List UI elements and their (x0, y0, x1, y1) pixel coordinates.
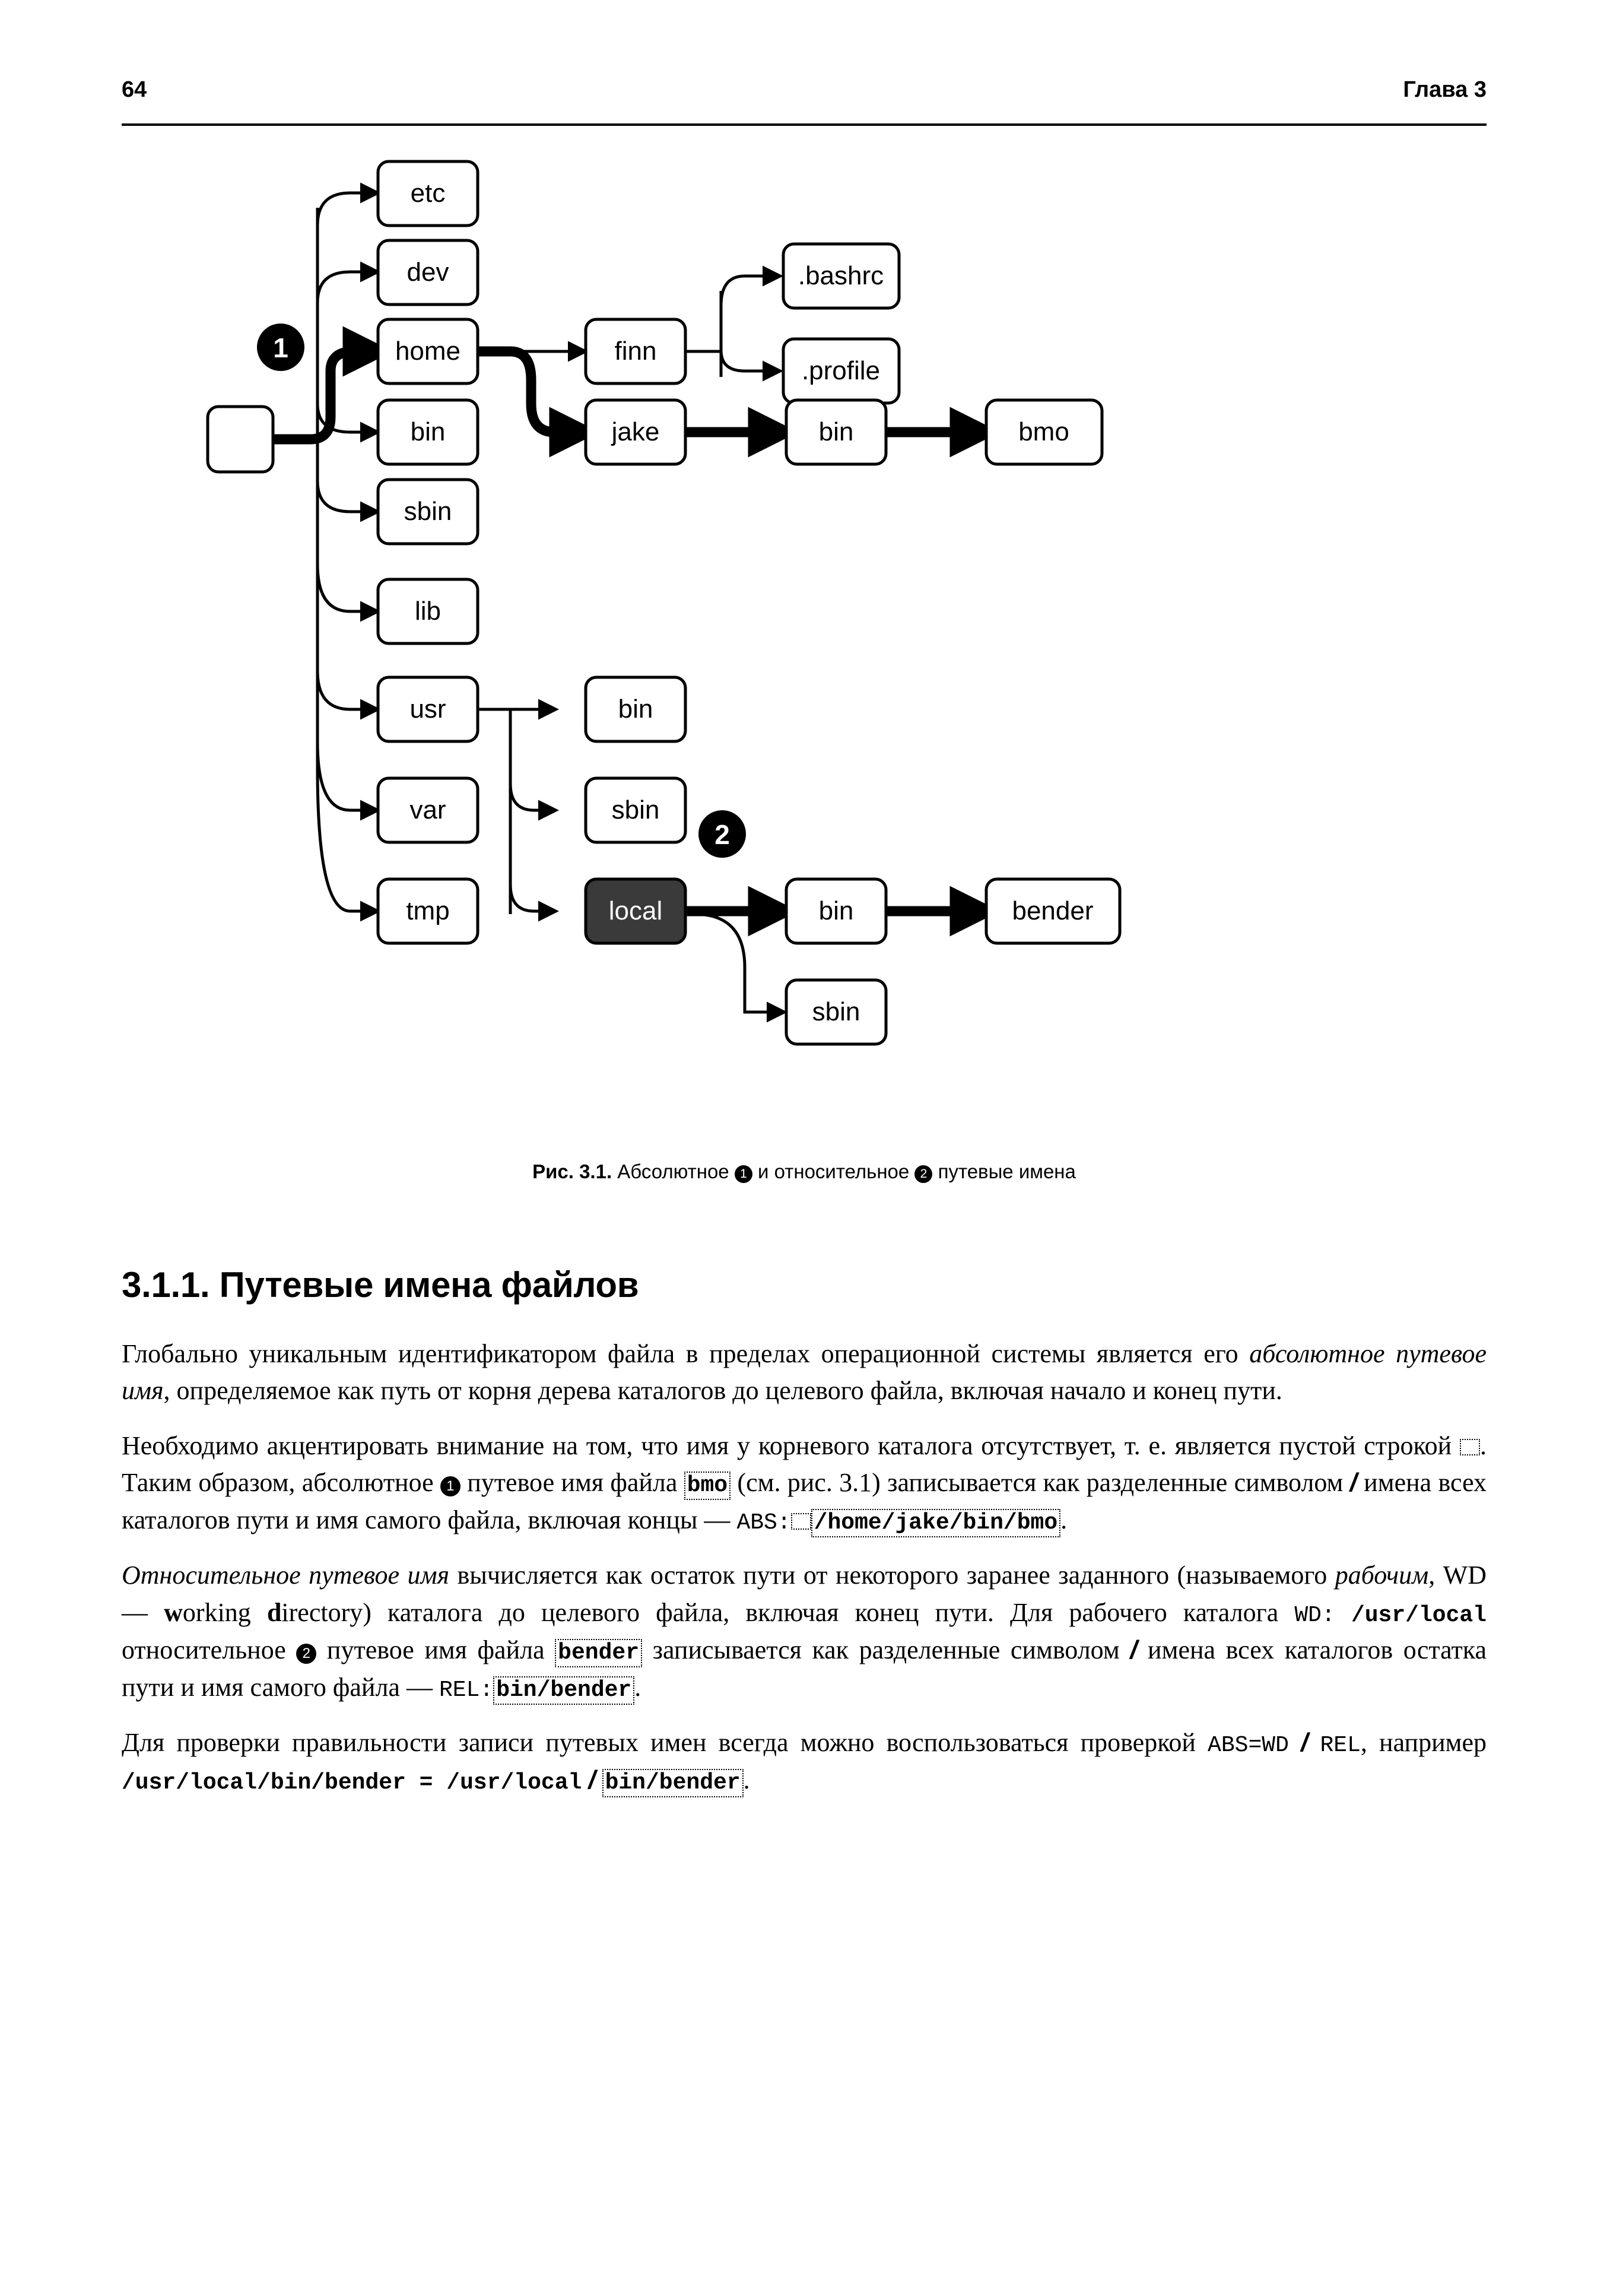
slash-symbol-2: / (1130, 1635, 1138, 1664)
example-right: bin/bender (602, 1769, 744, 1797)
paragraph-4 (122, 1724, 1487, 1799)
paragraph-3 (122, 1557, 1487, 1706)
paragraph-2 (122, 1428, 1487, 1539)
formula-abs: ABS (1208, 1732, 1249, 1758)
empty-root-box (791, 1513, 811, 1530)
svg-text:jake: jake (611, 417, 660, 446)
svg-text:.bashrc: .bashrc (798, 261, 884, 290)
figure-marker-two (698, 810, 746, 858)
svg-text:bmo: bmo (1018, 417, 1069, 446)
p3-text-f: записывается как разделенные символом (642, 1635, 1130, 1664)
inline-marker-one: 1 (440, 1476, 460, 1496)
svg-text:bin: bin (818, 896, 854, 925)
slash-symbol-3: / (1301, 1727, 1309, 1757)
p1-italic: абсолютное путевое имя (122, 1339, 1487, 1406)
p2-text-e: имена всех каталогов пути и имя самого файла, включая концы — (122, 1468, 1487, 1535)
svg-text:lib: lib (414, 597, 442, 626)
p3-text-g: имена всех каталогов остатка пути и имя самого файла — (122, 1635, 1487, 1702)
p4-text-a: Для проверки правильности записи путевых имен всегда можно воспользоваться проверкой (122, 1727, 1208, 1757)
figure-directory-tree (122, 148, 1487, 1157)
slash-symbol-4: / (588, 1765, 596, 1794)
svg-text:etc: etc (410, 179, 446, 208)
caption-marker-one: 1 (735, 1165, 752, 1183)
wd-path: /usr/local (1351, 1602, 1487, 1628)
p2-text-b: . Таким образом, абсолютное (122, 1431, 1487, 1498)
svg-text:usr: usr (409, 694, 446, 724)
p3-text-e: путевое имя файла (316, 1635, 555, 1664)
inline-marker-two: 2 (296, 1644, 316, 1664)
p3-wd-d: d (266, 1597, 282, 1627)
code-bender: bender (555, 1639, 642, 1667)
svg-text:finn: finn (614, 337, 657, 366)
p3-text-a: вычисляется как остаток пути от некоторого заранее заданного (называемого (449, 1561, 1335, 1590)
figure-caption-part1: Абсолютное (617, 1160, 729, 1182)
paragraph-1 (122, 1336, 1487, 1410)
p2-text-f: . (1060, 1505, 1068, 1535)
svg-text:var: var (409, 795, 446, 824)
p3-italic-term: Относительное путевое имя (122, 1561, 450, 1590)
p2-text-a: Необходимо акцентировать внимание на том, что имя у корневого каталога отсутствует, т. е. является пустой строкой (122, 1431, 1460, 1460)
wd-label: WD: (1294, 1602, 1335, 1628)
section-heading: 3.1.1. Путевые имена файлов (122, 1265, 639, 1305)
formula-wd: WD (1262, 1732, 1289, 1758)
svg-text:home: home (395, 337, 461, 366)
figure-caption-part3: путевые имена (938, 1160, 1076, 1182)
svg-text:bin: bin (818, 417, 854, 446)
formula-equals: = (1248, 1732, 1262, 1758)
svg-text:bin: bin (410, 417, 446, 446)
p4-text-c: . (743, 1765, 750, 1794)
example-left: /usr/local/bin/bender = /usr/local (122, 1769, 582, 1796)
page-number: 64 (122, 77, 147, 102)
svg-text:tmp: tmp (406, 896, 450, 925)
svg-text:2: 2 (714, 819, 730, 850)
slash-symbol-1: / (1349, 1468, 1357, 1498)
svg-text:1: 1 (273, 332, 288, 363)
rel-label: REL: (439, 1677, 494, 1703)
svg-text:bender: bender (1012, 896, 1094, 925)
empty-string-box (1460, 1439, 1480, 1455)
header-rule (122, 123, 1487, 126)
svg-text:bin: bin (618, 694, 653, 724)
p2-text-d: (см. рис. 3.1) записывается как разделенные символом (731, 1468, 1350, 1498)
svg-text:sbin: sbin (611, 795, 660, 824)
p3-text-d: относительное (122, 1635, 297, 1664)
chapter-label: Глава 3 (1403, 77, 1487, 102)
rel-path: bin/bender (493, 1676, 634, 1705)
p1-text-a: Глобально уникальным идентификатором файла в пределах операционной системы является его (122, 1339, 1250, 1368)
figure-caption (122, 1160, 1487, 1183)
svg-text:.profile: .profile (801, 356, 881, 385)
p3-wd-orking: orking (182, 1597, 267, 1627)
p2-text-c: путевое имя файла (460, 1468, 684, 1498)
svg-text:local: local (608, 896, 663, 925)
figure-marker-one (257, 324, 304, 371)
abs-label: ABS: (736, 1510, 791, 1536)
figure-caption-label: Рис. 3.1. (532, 1160, 612, 1182)
p3-italic-term-2: рабочим (1335, 1561, 1429, 1590)
svg-text:dev: dev (406, 258, 449, 287)
caption-marker-two: 2 (914, 1165, 932, 1183)
p3-text-h: . (634, 1672, 641, 1702)
p3-wd-irectory: irectory (281, 1597, 363, 1627)
p4-text-b: , например (1360, 1727, 1487, 1757)
svg-text:sbin: sbin (812, 997, 860, 1026)
running-head (122, 77, 1487, 119)
p3-wd-w: w (164, 1597, 183, 1627)
abs-path: /home/jake/bin/bmo (811, 1509, 1060, 1537)
formula-rel: REL (1320, 1732, 1361, 1758)
figure-caption-part2: и относительное (758, 1160, 910, 1182)
body-text (122, 1336, 1487, 1799)
svg-text:sbin: sbin (404, 497, 452, 526)
p3-text-b: , WD — (122, 1561, 1487, 1627)
code-bmo: bmo (684, 1472, 731, 1500)
p1-text-b: , определяемое как путь от корня дерева каталогов до целевого файла, включая начало и конец пути. (163, 1376, 1282, 1406)
p3-text-c: ) каталога до целевого файла, включая конец пути. Для рабочего каталога (363, 1597, 1295, 1627)
